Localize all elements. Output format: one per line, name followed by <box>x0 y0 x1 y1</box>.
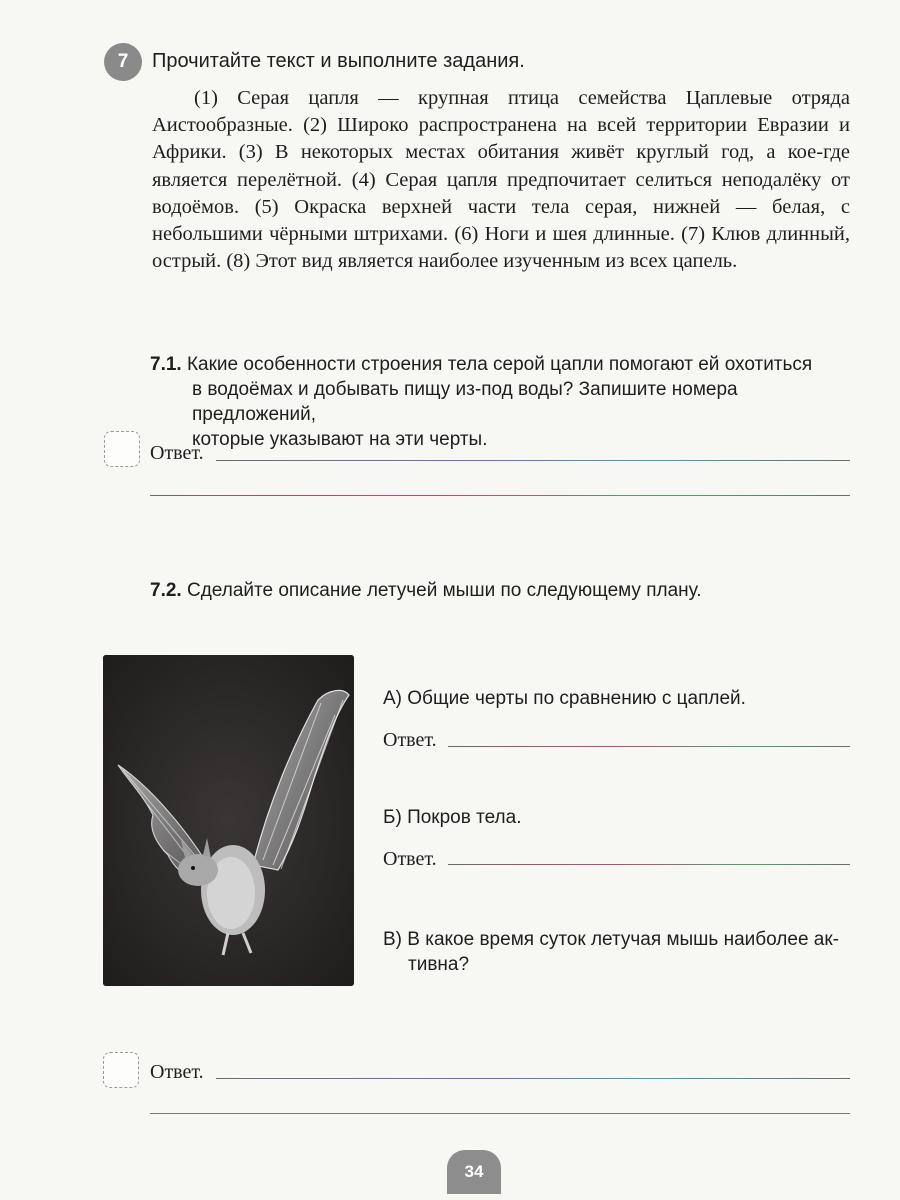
answer-7-1-label: Ответ. <box>150 442 204 464</box>
question-7-2-c <box>383 927 851 977</box>
question-7-2-text: Сделайте описание летучей мыши по следующему плану. <box>186 580 702 601</box>
answer-7-2-a-label: Ответ. <box>383 729 437 751</box>
question-7-2 <box>150 580 702 602</box>
task-number-badge: 7 <box>104 43 142 81</box>
answer-7-2-label: Ответ. <box>150 1061 204 1083</box>
page-number: 34 <box>447 1150 501 1194</box>
answer-7-2-checkbox[interactable] <box>103 1052 139 1088</box>
question-7-1-line3: которые указывают на эти черты. <box>192 429 488 450</box>
answer-7-2-line-2[interactable] <box>150 1113 850 1114</box>
question-7-1-number: 7.1. <box>150 354 182 375</box>
answer-7-2-b-line[interactable] <box>448 864 850 865</box>
answer-7-1-line-2[interactable] <box>150 495 850 496</box>
answer-7-1-checkbox[interactable] <box>104 431 140 467</box>
question-7-1-line1: Какие особенности строения тела серой цапли помогают ей охотиться <box>186 354 813 375</box>
question-7-2-c-line1: В) В какое время суток летучая мышь наиболее ак- <box>383 929 839 950</box>
answer-7-2-b-label: Ответ. <box>383 848 437 870</box>
question-7-2-number: 7.2. <box>150 580 182 601</box>
question-7-2-c-line2: тивна? <box>408 954 470 975</box>
bat-illustration <box>103 655 354 986</box>
task-title: Прочитайте текст и выполните задания. <box>152 50 525 72</box>
question-7-1-line2: в водоёмах и добывать пищу из-под воды? Запишите номера предложений, <box>192 379 738 425</box>
bat-photo <box>103 655 354 986</box>
question-7-1 <box>150 352 850 452</box>
answer-7-2-line-1[interactable] <box>216 1078 850 1079</box>
question-7-2-a: А) Общие черты по сравнению с цаплей. <box>383 688 746 709</box>
answer-7-1-line-1[interactable] <box>216 460 850 461</box>
passage-text: (1) Серая цапля — крупная птица семейства Цаплевые отряда Аистообразные. (2) Широко распространена на всей территории Евразии и Африки. (3) В некоторых местах обитания живёт круглый год, а кое-где является перелётной. (4) Серая цапля предпочитает селиться неподалёку от водоёмов. (5) Окраска верхней части тела серая, нижней — белая, с небольшими чёрными штрихами. (6) Ноги и шея длинные. (7) Клюв длинный, острый. (8) Этот вид является наиболее изученным из всех цапель. <box>152 87 850 273</box>
question-7-2-b: Б) Покров тела. <box>383 807 522 828</box>
answer-7-2-a-line[interactable] <box>448 746 850 747</box>
